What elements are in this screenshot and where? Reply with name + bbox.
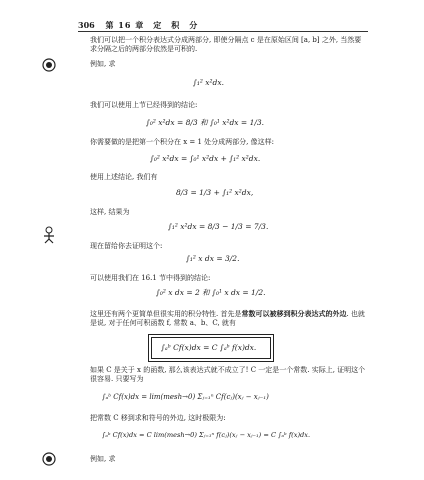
equation-split: ∫₀² x²dx = ∫₀¹ x²dx + ∫₁² x²dx. [150, 154, 261, 163]
paragraph-split-at-one: 你需要做的是把第一个积分在 x = 1 处分成两部分, 像这样: [90, 138, 274, 146]
paragraph-known-results: 我们可以使用上节已经得到的结论: [90, 101, 198, 109]
person-reading-icon [40, 226, 58, 244]
constant-property-emphasis: 常数可以被移到积分表达式的外边 [241, 309, 347, 318]
example-label: 例如, 求 [90, 60, 116, 68]
equation-exercise: ∫₁² x dx = 3/2. [186, 254, 240, 263]
equation-integral-1-2: ∫₁² x²dx. [193, 78, 224, 87]
paragraph-exercise: 现在留给你去证明这个: [90, 242, 163, 250]
equation-hint: ∫₀² x dx = 2 和 ∫₀¹ x dx = 1/2. [156, 288, 266, 297]
constant-property-lead: 这里还有两个更简单但很实用的积分特性. 首先是 [90, 310, 242, 318]
example-label: 例如, 求 [90, 455, 116, 463]
header-rule [78, 31, 368, 32]
target-icon [42, 58, 56, 72]
paragraph-constant-property [90, 309, 368, 328]
page-number: 306 [78, 20, 95, 30]
equation-known-results: ∫₀² x²dx = 8/3 和 ∫₀¹ x²dx = 1/3. [146, 118, 265, 127]
equation-riemann-sum: ∫ₐᵇ Cf(x)dx = lim(mesh→0) Σⱼ₌₁ⁿ Cf(cⱼ)(xⱼ − xⱼ₋₁) [102, 393, 269, 401]
constant-property-rest: . 也就是说, 对于任何可积函数 f, 常数 a、b、C, 就有 [90, 310, 365, 327]
target-icon [42, 452, 56, 466]
paragraph-hint: 可以使用我们在 16.1 节中得到的结论: [90, 274, 211, 282]
running-header [78, 20, 368, 31]
equation-constant-rule: ∫ₐᵇ Cf(x)dx = C ∫ₐᵇ f(x)dx. [161, 343, 257, 352]
paragraph-move-constant: 把常数 C 移到求和符号的外边, 这时极限为: [90, 414, 226, 422]
paragraph-constant-proof: 如果 C 是关于 x 的函数, 那么该表达式就不成立了! C 一定是一个常数. 实际上, 证明这个很容易. 只要写为 [90, 366, 366, 383]
chapter-title: 第 16 章 定 积 分 [105, 20, 199, 30]
paragraph-use-results: 使用上述结论, 我们有 [90, 173, 158, 181]
equation-limit: ∫ₐᵇ Cf(x)dx = C lim(mesh→0) Σⱼ₌₁ⁿ f(cⱼ)(xⱼ − xⱼ₋₁) = C ∫ₐᵇ f(x)dx. [102, 431, 311, 439]
paragraph-split-intro: 我们可以把一个积分表达式分成两部分, 即使分隔点 c 是在原始区间 [a, b] 之外, 当然要求分隔之后的两部分依然是可积的. [90, 36, 362, 53]
paragraph-result: 这样, 结果为 [90, 208, 130, 216]
formula-box [148, 334, 274, 362]
equation-substitution: 8/3 = 1/3 + ∫₁² x²dx, [176, 188, 254, 197]
equation-result: ∫₁² x²dx = 8/3 − 1/3 = 7/3. [168, 222, 269, 231]
